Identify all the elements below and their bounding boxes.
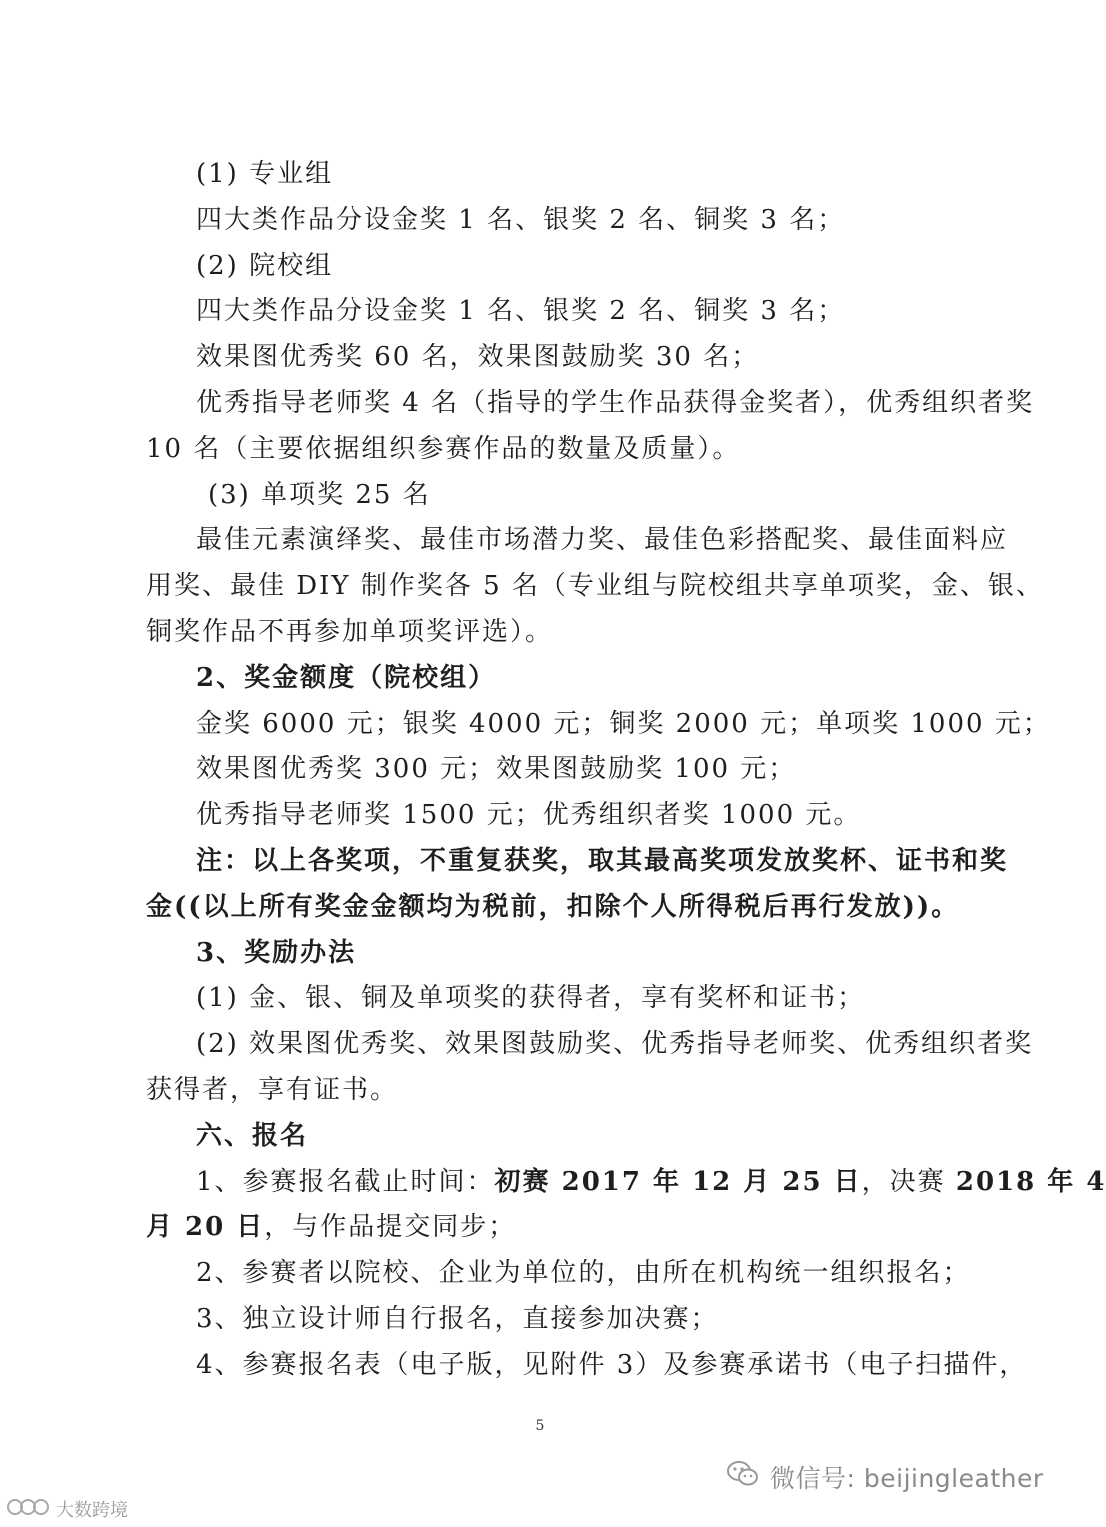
text-line: 最佳元素演绎奖、最佳市场潜力奖、最佳色彩搭配奖、最佳面料应 [196, 525, 1009, 556]
text-line [0, 1165, 1106, 1199]
text-line: 获得者，享有证书。 [146, 1075, 399, 1105]
text-line: (2) 效果图优秀奖、效果图鼓励奖、优秀指导老师奖、优秀组织者奖 [196, 1029, 1034, 1060]
text-line: 四大类作品分设金奖 1 名、银奖 2 名、铜奖 3 名； [196, 296, 846, 327]
text-line: 2、奖金额度（院校组） [196, 662, 497, 693]
text-segment: ，决赛 [861, 1166, 956, 1197]
text-line: 优秀指导老师奖 4 名（指导的学生作品获得金奖者），优秀组织者奖 [196, 388, 1035, 418]
text-line: 10 名（主要依据组织参赛作品的数量及质量）。 [146, 433, 741, 464]
text-line: 效果图优秀奖 60 名，效果图鼓励奖 30 名； [196, 342, 760, 373]
text-line: 铜奖作品不再参加单项奖评选）。 [146, 617, 554, 647]
text-line: 效果图优秀奖 300 元；效果图鼓励奖 100 元； [196, 754, 797, 785]
text-segment: 2018 年 4 [955, 1166, 1106, 1197]
text-line: 金((以上所有奖金金额均为税前，扣除个人所得税后再行发放))。 [146, 891, 960, 922]
page-number: 5 [535, 1418, 545, 1434]
text-segment: ，与作品提交同步； [264, 1212, 517, 1243]
text-line: 六、报名 [196, 1120, 309, 1151]
text-segment: 月 20 日 [146, 1212, 265, 1243]
wechat-watermark [726, 1460, 1044, 1494]
text-line: (3) 单项奖 25 名 [208, 479, 431, 510]
text-line: (2) 院校组 [196, 250, 334, 281]
wechat-icon [726, 1459, 760, 1495]
text-line: 四大类作品分设金奖 1 名、银奖 2 名、铜奖 3 名； [196, 204, 846, 235]
brand-watermark [6, 1496, 128, 1522]
wechat-account-text: 微信号: beijingleather [770, 1464, 1044, 1493]
brand-text: 大数跨境 [56, 1500, 128, 1521]
text-segment: 初赛 2017 年 12 月 25 日 [494, 1166, 862, 1197]
text-line: 注：以上各奖项，不重复获奖，取其最高奖项发放奖杯、证书和奖 [196, 846, 1009, 876]
text-line [0, 1210, 1080, 1244]
text-line: (1) 金、银、铜及单项奖的获得者，享有奖杯和证书； [196, 983, 866, 1014]
text-line: 2、参赛者以院校、企业为单位的，由所在机构统一组织报名； [196, 1258, 971, 1289]
text-segment: 1、参赛报名截止时间： [196, 1166, 495, 1197]
brand-logo-icon [6, 1496, 52, 1523]
text-line: 3、独立设计师自行报名，直接参加决赛； [196, 1304, 719, 1334]
text-line: (1) 专业组 [196, 159, 334, 189]
text-line: 4、参赛报名表（电子版，见附件 3）及参赛承诺书（电子扫描件， [196, 1349, 1028, 1380]
text-line: 优秀指导老师奖 1500 元；优秀组织者奖 1000 元。 [196, 800, 862, 831]
text-line: 金奖 6000 元；银奖 4000 元；铜奖 2000 元；单项奖 1000 元； [196, 708, 1051, 739]
text-line: 用奖、最佳 DIY 制作奖各 5 名（专业组与院校组共享单项奖，金、银、 [146, 571, 1044, 602]
text-line: 3、奖励办法 [196, 937, 357, 968]
